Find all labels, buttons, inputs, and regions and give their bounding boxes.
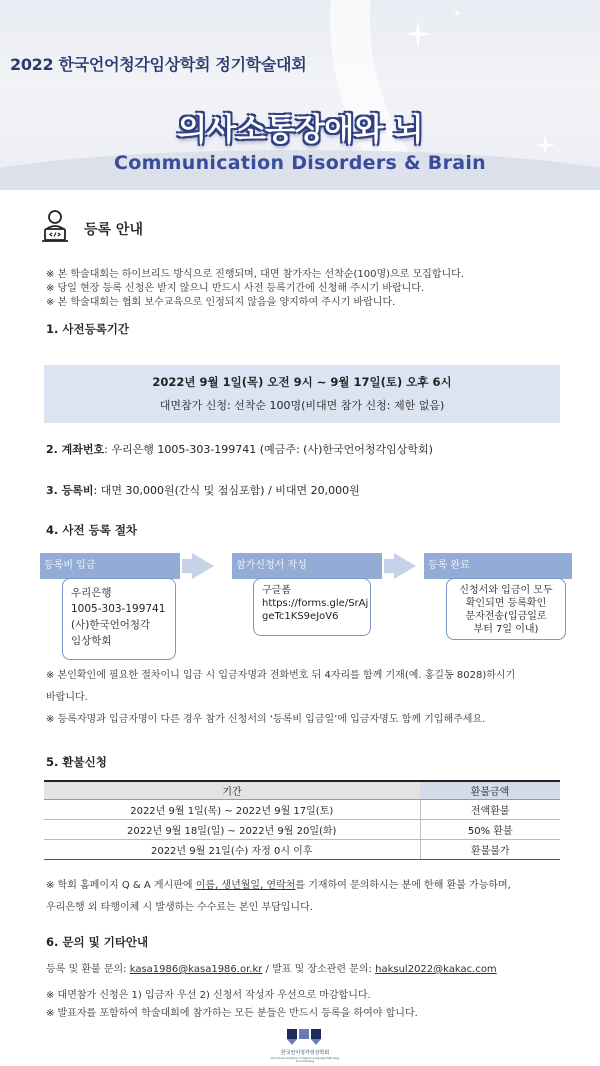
section5-heading: 5. 환불신청 bbox=[46, 755, 107, 769]
sparkle-icon bbox=[452, 8, 462, 18]
registration-email-link[interactable]: kasa1986@kasa1986.or.kr bbox=[129, 964, 263, 975]
registrant-icon bbox=[38, 208, 72, 242]
society-logo bbox=[270, 1028, 340, 1062]
period-cell: 2022년 9월 1일(목) ~ 2022년 9월 17일(토) bbox=[44, 799, 420, 819]
step-card-application bbox=[253, 578, 371, 636]
procedure-note: ※ 본인확인에 필요한 절차이니 입금 시 입금자명과 전화번호 뒤 4자리를 함께 기재(예. 홍길동 8028)하시기 bbox=[46, 670, 516, 681]
table-row bbox=[44, 799, 560, 819]
conference-title: 2022 한국언어청각임상학회 정기학술대회 bbox=[10, 55, 307, 74]
arrow-icon bbox=[384, 559, 394, 573]
amount-cell: 50% 환불 bbox=[420, 819, 560, 839]
account-line bbox=[46, 441, 433, 457]
table-header-row bbox=[44, 781, 560, 799]
refund-note bbox=[46, 880, 511, 892]
logo-text: 한국언어청각임상학회 bbox=[280, 1050, 330, 1056]
step-card-complete bbox=[446, 578, 566, 640]
presentation-email-link[interactable]: haksul2022@kakac.com bbox=[375, 964, 497, 975]
step-line: 1005-303-199741 bbox=[71, 603, 166, 615]
column-header: 환불금액 bbox=[420, 781, 560, 799]
registration-note: ※ 당일 현장 등록 신청은 받지 않으니 반드시 사전 등록기간에 신청해 주시기 바랍니다. bbox=[46, 283, 425, 294]
english-title: Communication Disorders & Brain bbox=[113, 152, 487, 174]
contact-line bbox=[46, 964, 497, 976]
step-bar-complete bbox=[424, 553, 572, 579]
etc-note: ※ 대면참가 신청은 1) 입금자 우선 2) 신청서 작성자 우선으로 마감합니다. bbox=[46, 990, 371, 1001]
step-line: 확인되면 등록확인 bbox=[465, 598, 547, 609]
step-bar-application bbox=[232, 553, 382, 579]
step-title: 등록 완료 bbox=[428, 560, 470, 571]
refund-note: 우리은행 외 타행이체 시 발생하는 수수료는 본인 부담입니다. bbox=[46, 902, 313, 913]
refund-note-required-fields: 이름, 생년월일, 연락처 bbox=[195, 880, 296, 891]
section1-heading: 1. 사전등록기간 bbox=[46, 322, 130, 336]
procedure-note: 바랍니다. bbox=[46, 692, 88, 703]
contact-label: 등록 및 환불 문의: bbox=[46, 964, 130, 975]
account-label: 2. 계좌번호 bbox=[46, 443, 105, 456]
sparkle-icon bbox=[404, 20, 432, 48]
refund-note-text: ※ 학회 홈페이지 Q & A 게시판에 bbox=[46, 880, 196, 891]
main-title: 의사소통장애와 뇌 bbox=[177, 112, 423, 148]
logo-mark-icon bbox=[270, 1028, 340, 1046]
registration-note: ※ 본 학술대회는 협회 보수교육으로 인정되지 않음을 양지하여 주시기 바랍니다. bbox=[46, 297, 396, 308]
step-card-deposit bbox=[62, 578, 176, 660]
arrow-icon bbox=[394, 553, 416, 579]
procedure-note: ※ 등록자명과 입금자명이 다른 경우 참가 신청서의 ‘등록비 입금일’에 입금자명도 함께 기입해주세요. bbox=[46, 714, 486, 725]
header-banner bbox=[0, 0, 600, 190]
step-line: https://forms.gle/SrAj bbox=[262, 598, 369, 609]
step-line: 부터 7일 이내) bbox=[473, 624, 539, 635]
arrow-icon bbox=[192, 553, 214, 579]
account-value: : 우리은행 1005-303-199741 (예금주: (사)한국언어청각임상학회) bbox=[104, 443, 433, 456]
section4-heading: 4. 사전 등록 절차 bbox=[46, 523, 138, 537]
fee-label: 3. 등록비 bbox=[46, 484, 94, 497]
period-cell: 2022년 9월 18일(일) ~ 2022년 9월 20일(화) bbox=[44, 819, 420, 839]
table-row bbox=[44, 839, 560, 859]
step-bar-deposit bbox=[40, 553, 180, 579]
step-line: 문자전송(입금일로 bbox=[465, 611, 547, 622]
contact-label: / 발표 및 장소관련 문의: bbox=[262, 964, 376, 975]
amount-cell: 전액환불 bbox=[420, 799, 560, 819]
fee-line bbox=[46, 482, 360, 498]
etc-note: ※ 발표자를 포함하여 학술대회에 참가하는 모든 분들은 반드시 등록을 하여야 합니다. bbox=[46, 1008, 418, 1019]
period-cell: 2022년 9월 21일(수) 자정 0시 이후 bbox=[44, 839, 420, 859]
arrow-icon bbox=[182, 559, 192, 573]
fee-value: : 대면 30,000원(간식 및 점심포함) / 비대면 20,000원 bbox=[93, 484, 360, 497]
column-header: 기간 bbox=[44, 781, 420, 799]
registration-capacity: 대면참가 신청: 선착순 100명(비대면 참가 신청: 제한 없음) bbox=[159, 399, 445, 412]
step-title: 참가신청서 작성 bbox=[236, 560, 307, 571]
step-line: 우리은행 bbox=[71, 587, 112, 599]
registration-note: ※ 본 학술대회는 하이브리드 방식으로 진행되며, 대면 참가자는 선착순(100명)으로 모집합니다. bbox=[46, 269, 464, 280]
step-line: geTc1KS9eJoV6 bbox=[262, 611, 339, 622]
registration-heading: 등록 안내 bbox=[84, 222, 143, 238]
step-line: 신청서와 입금이 모두 bbox=[459, 585, 553, 596]
step-line: 임상학회 bbox=[71, 635, 112, 647]
amount-cell: 환불불가 bbox=[420, 839, 560, 859]
refund-note-text: 를 기재하여 문의하시는 분에 한해 환불 가능하며, bbox=[295, 880, 511, 891]
table-row bbox=[44, 819, 560, 839]
logo-subtext: The Korean Academy of Speech-Language Pathology and Audiology bbox=[270, 1057, 340, 1063]
section6-heading: 6. 문의 및 기타안내 bbox=[46, 935, 149, 949]
step-title: 등록비 입금 bbox=[44, 560, 96, 571]
step-line: 구글폼 bbox=[262, 585, 291, 596]
step-line: (사)한국언어청각 bbox=[71, 619, 151, 631]
registration-period-box bbox=[44, 365, 560, 423]
registration-period: 2022년 9월 1일(목) 오전 9시 ~ 9월 17일(토) 오후 6시 bbox=[152, 375, 452, 389]
refund-table bbox=[44, 780, 560, 860]
